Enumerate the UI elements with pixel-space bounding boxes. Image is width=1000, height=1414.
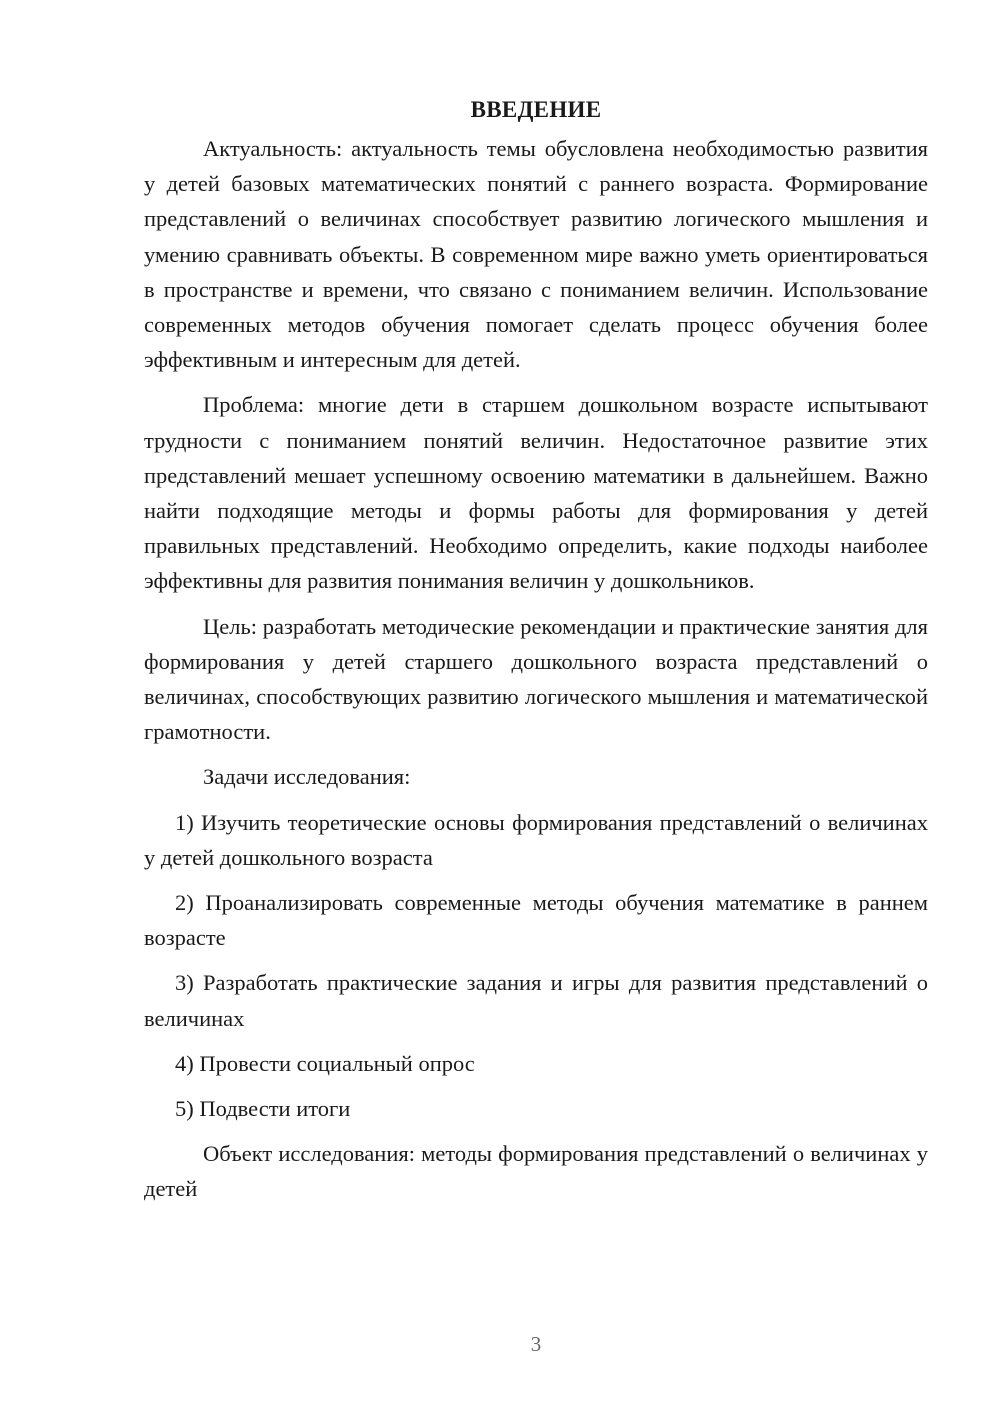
- problem-paragraph: Проблема: многие дети в старшем дошкольном возрасте испытывают трудности с пониманием понятий величин. Недостаточное развитие этих представлений мешает успешному освоению математики в дальнейшем. Важно найти подходящие методы и формы работы для формирования у детей правильных представлений. Необходимо определить, какие подходы наиболее эффективны для развития понимания величин у дошкольников.: [144, 392, 928, 594]
- object-paragraph: Объект исследования: методы формирования представлений о величинах у детей: [144, 1141, 928, 1202]
- task-item: 3) Разработать практические задания и игры для развития представлений о величинах: [144, 970, 928, 1031]
- relevance-paragraph: Актуальность: актуальность темы обусловлена необходимостью развития у детей базовых математических понятий с раннего возраста. Формирование представлений о величинах способствует развитию логического мышления и умению сравнивать объекты. В современном мире важно уметь ориентироваться в пространстве и времени, что связано с пониманием величин. Использование современных методов обучения помогает сделать процесс обучения более эффективным и интересным для детей.: [144, 136, 928, 373]
- task-item: 1) Изучить теоретические основы формирования представлений о величинах у детей дошкольного возраста: [144, 809, 928, 870]
- goal-paragraph: Цель: разработать методические рекомендации и практические занятия для формирования у детей старшего дошкольного возраста представлений о величинах, способствующих развитию логического мышления и математической грамотности.: [144, 613, 928, 745]
- document-title: ВВЕДЕНИЕ: [470, 97, 602, 122]
- page-number: 3: [530, 1332, 542, 1356]
- task-item: 2) Проанализировать современные методы обучения математике в раннем возрасте: [144, 890, 928, 951]
- tasks-heading: Задачи исследования:: [203, 764, 411, 790]
- task-item: 5) Подвести итоги: [175, 1096, 351, 1122]
- spacer: [144, 795, 928, 805]
- task-item: 4) Провести социальный опрос: [175, 1050, 475, 1076]
- document-page: [144, 92, 928, 1207]
- spacer: [144, 377, 928, 387]
- spacer: [144, 599, 928, 609]
- spacer: [144, 749, 928, 759]
